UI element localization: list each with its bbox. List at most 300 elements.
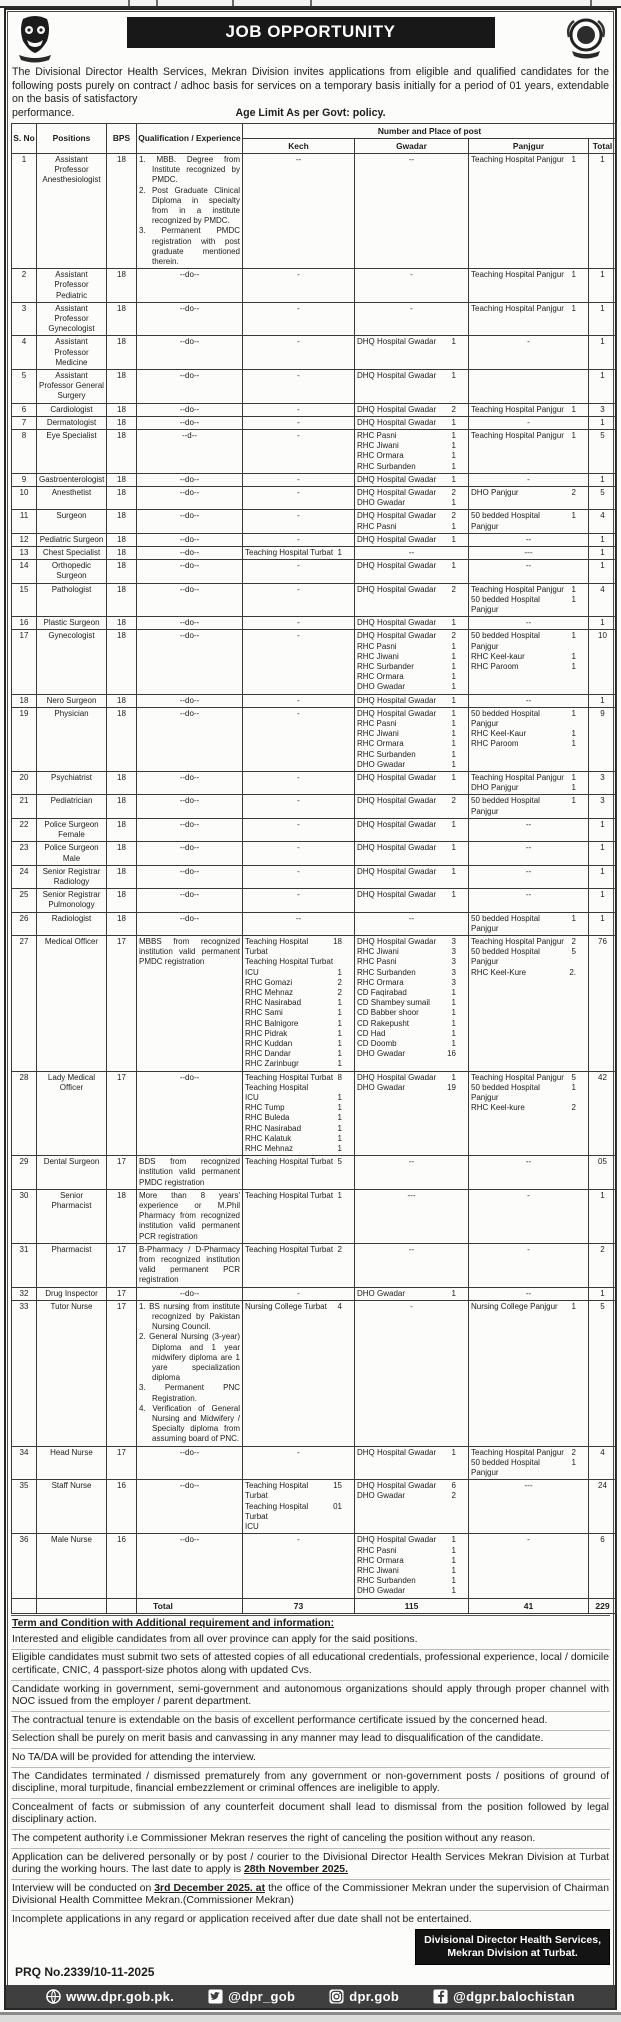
cell-kech: - xyxy=(243,630,355,694)
cell-bps: 18 xyxy=(107,302,137,336)
cell-kech: - xyxy=(243,269,355,303)
cell-kech: - xyxy=(243,583,355,617)
cell-bps: 18 xyxy=(107,416,137,429)
cell-kech: - xyxy=(243,772,355,795)
cell-panjgur: DHO Panjgur 2 xyxy=(469,487,589,510)
table-row xyxy=(12,416,617,429)
table-row xyxy=(12,707,617,771)
cell-panjgur: Teaching Hospital Panjgur 1 xyxy=(469,269,589,303)
cell-kech: - xyxy=(243,336,355,370)
cell-position: Anesthetist xyxy=(37,487,107,510)
twitter-link[interactable] xyxy=(208,1989,295,2004)
cell-gwadar: DHQ Hospital Gwadar 1 xyxy=(355,889,469,912)
cell-total: 1 xyxy=(589,818,617,841)
cell-bps: 17 xyxy=(107,1071,137,1156)
government-emblem-logo xyxy=(564,15,608,63)
cell-gwadar: DHQ Hospital Gwadar 6 DHO Gwadar 2 xyxy=(355,1480,469,1534)
cell-position: Gastroenterologist xyxy=(37,473,107,486)
cell-serial: 8 xyxy=(12,429,37,473)
cell-bps: 18 xyxy=(107,795,137,818)
table-row xyxy=(12,630,617,694)
cell-serial: 14 xyxy=(12,560,37,583)
table-row xyxy=(12,1243,617,1287)
cell-total: 5 xyxy=(589,429,617,473)
cell-serial: 31 xyxy=(12,1243,37,1287)
cell-qualification: --do-- xyxy=(137,269,243,303)
cell-gwadar: DHQ Hospital Gwadar 2 xyxy=(355,583,469,617)
cell-kech: - xyxy=(243,369,355,403)
cell-position: Head Nurse xyxy=(37,1446,107,1480)
intro-performance: performance. xyxy=(12,106,75,119)
job-opportunity-title: JOB OPPORTUNITY xyxy=(127,17,495,48)
cell-total: 1 xyxy=(589,416,617,429)
table-row xyxy=(12,795,617,818)
cell-kech: - xyxy=(243,694,355,707)
cell-total: 1 xyxy=(589,889,617,912)
cell-gwadar: DHQ Hospital Gwadar 1 xyxy=(355,1446,469,1480)
cell-position: Radiologist xyxy=(37,912,107,935)
cell-panjgur: - xyxy=(469,1189,589,1243)
cell-kech: - xyxy=(243,889,355,912)
cell-kech: - xyxy=(243,403,355,416)
cell-bps: 18 xyxy=(107,694,137,707)
cell-total: 4 xyxy=(589,510,617,533)
table-row xyxy=(12,369,617,403)
cell-position: Dental Surgeon xyxy=(37,1156,107,1190)
cell-gwadar: DHQ Hospital Gwadar 1 xyxy=(355,865,469,888)
cell-qualification: --do-- xyxy=(137,473,243,486)
cell-total: 24 xyxy=(589,1480,617,1534)
terms-item: Application can be delivered personally or by post / courier to the Divisional Director Health Services Mekran Division at Turbat during the working hours. The last date to apply is 28th November 2025. xyxy=(11,1848,610,1879)
cell-qualification: --do-- xyxy=(137,1534,243,1598)
cell-kech: - xyxy=(243,487,355,510)
cell-kech: - xyxy=(243,473,355,486)
cell-panjgur: -- xyxy=(469,1156,589,1190)
cell-panjgur: Teaching Hospital Panjgur 1 DHO Panjgur 1 xyxy=(469,772,589,795)
cell-position: Drug Inspector xyxy=(37,1287,107,1300)
cell-qualification: More than 8 years' experience or M.Phil Pharmacy from recognized institution valid permanent PCR registration xyxy=(137,1189,243,1243)
cell-serial: 15 xyxy=(12,583,37,617)
cell-total: 1 xyxy=(589,1189,617,1243)
cell-position: Assistant Professor General Surgery xyxy=(37,369,107,403)
cell-panjgur: - xyxy=(469,416,589,429)
table-total-row: Total 73 115 41 229 xyxy=(12,1598,617,1613)
cell-qualification: 1. MBB. Degree from Institute recognized by PMDC. 2. Post Graduate Clinical Diploma in specialty from in a institute recognized by PMDC. 3. Permanent PMDC registration with post graduate mentioned therein. xyxy=(137,153,243,268)
cell-panjgur: - xyxy=(469,1243,589,1287)
cell-position: Pharmacist xyxy=(37,1243,107,1287)
cell-kech: - xyxy=(243,842,355,865)
cell-kech: Teaching Hospital Turbat 2 xyxy=(243,1243,355,1287)
cell-total: 5 xyxy=(589,1300,617,1446)
cell-gwadar: -- xyxy=(355,1156,469,1190)
cell-panjgur: Teaching Hospital Panjgur 1 xyxy=(469,153,589,268)
cell-kech: Teaching Hospital Turbat 15 Teaching Hospital Turbat 01 ICU xyxy=(243,1480,355,1534)
cell-kech: Teaching Hospital Turbat 8 Teaching Hospital ICU 1 RHC Tump 1 RHC Buleda 1 RHC Nasirabad 1 RHC Kalatuk 1 RHC Mehnaz 1 xyxy=(243,1071,355,1156)
table-row xyxy=(12,912,617,935)
cell-kech: - xyxy=(243,1446,355,1480)
cell-serial: 24 xyxy=(12,865,37,888)
cell-kech: Teaching Hospital Turbat 5 xyxy=(243,1156,355,1190)
cell-bps: 18 xyxy=(107,403,137,416)
cell-panjgur: -- xyxy=(469,842,589,865)
facebook-label: @dgpr.balochistan xyxy=(453,1989,575,2004)
cell-total: 1 xyxy=(589,617,617,630)
cell-panjgur: --- xyxy=(469,1480,589,1534)
cell-serial: 17 xyxy=(12,630,37,694)
cell-total: 4 xyxy=(589,583,617,617)
cell-qualification: --do-- xyxy=(137,583,243,617)
cell-gwadar: DHQ Hospital Gwadar 1 xyxy=(355,617,469,630)
cell-serial: 27 xyxy=(12,935,37,1071)
cell-serial: 1 xyxy=(12,153,37,268)
terms-item: Selection shall be purely on merit basis and canvassing in any manner may lead to disqualification of the candidate. xyxy=(11,1730,610,1749)
cell-gwadar: DHQ Hospital Gwadar 1 xyxy=(355,772,469,795)
cell-kech: -- xyxy=(243,153,355,268)
cell-total: 1 xyxy=(589,153,617,268)
cell-panjgur: Teaching Hospital Panjgur 2 50 bedded Hospital Panjgur 1 xyxy=(469,1446,589,1480)
cell-gwadar: - xyxy=(355,302,469,336)
cell-total: 1 xyxy=(589,560,617,583)
cell-position: Pediatrician xyxy=(37,795,107,818)
cell-qualification: --do-- xyxy=(137,842,243,865)
cell-serial: 26 xyxy=(12,912,37,935)
cell-position: Male Nurse xyxy=(37,1534,107,1598)
cell-gwadar: DHQ Hospital Gwadar 2 xyxy=(355,795,469,818)
cell-kech: - xyxy=(243,1287,355,1300)
cell-position: Assistant Professor Medicine xyxy=(37,336,107,370)
cell-total: 1 xyxy=(589,302,617,336)
cell-position: Senior Registrar Radiology xyxy=(37,865,107,888)
terms-list xyxy=(11,1631,610,1929)
cell-kech: - xyxy=(243,1534,355,1598)
table-row xyxy=(12,487,617,510)
cell-gwadar: DHQ Hospital Gwadar 1 xyxy=(355,533,469,546)
cell-gwadar: DHQ Hospital Gwadar 1 xyxy=(355,369,469,403)
cell-serial: 2 xyxy=(12,269,37,303)
cell-bps: 16 xyxy=(107,1480,137,1534)
cell-gwadar: -- xyxy=(355,153,469,268)
cell-panjgur: Teaching Hospital Panjgur 5 50 bedded Hospital Panjgur 1 RHC Keel-kure 2 xyxy=(469,1071,589,1156)
cell-serial: 25 xyxy=(12,889,37,912)
table-header xyxy=(12,123,617,153)
cell-qualification: --do-- xyxy=(137,912,243,935)
cell-position: Police Surgeon Male xyxy=(37,842,107,865)
cell-position: Psychiatrist xyxy=(37,772,107,795)
cell-serial: 36 xyxy=(12,1534,37,1598)
table-row xyxy=(12,772,617,795)
table-row xyxy=(12,1189,617,1243)
cell-gwadar: DHQ Hospital Gwadar 2 RHC Pasni 1 RHC Jiwani 1 RHC Surbander 1 RHC Ormara 1 DHO Gwadar 1 xyxy=(355,630,469,694)
cell-serial: 4 xyxy=(12,336,37,370)
age-limit-note: Age Limit As per Govt: policy. xyxy=(235,106,386,119)
facebook-link[interactable] xyxy=(433,1989,575,2004)
table-row xyxy=(12,842,617,865)
cell-serial: 32 xyxy=(12,1287,37,1300)
cell-bps: 18 xyxy=(107,912,137,935)
cell-panjgur: 50 bedded Hospital Panjgur 1 RHC Keel-Kaur 1 RHC Paroom 1 xyxy=(469,707,589,771)
cell-qualification: --do-- xyxy=(137,302,243,336)
cell-panjgur: - xyxy=(469,1534,589,1598)
cell-total: 76 xyxy=(589,935,617,1071)
cell-panjgur: 50 bedded Hospital Panjgur 1 xyxy=(469,795,589,818)
cell-position: Gynecologist xyxy=(37,630,107,694)
health-department-crest-logo xyxy=(13,15,57,63)
cell-panjgur: -- xyxy=(469,694,589,707)
cell-serial: 35 xyxy=(12,1480,37,1534)
table-row xyxy=(12,1480,617,1534)
table-row xyxy=(12,1156,617,1190)
cell-kech: Teaching Hospital Turbat 1 xyxy=(243,547,355,560)
cell-panjgur: -- xyxy=(469,560,589,583)
cell-kech: - xyxy=(243,429,355,473)
cell-qualification: --do-- xyxy=(137,533,243,546)
cell-gwadar: - xyxy=(355,1300,469,1446)
cell-bps: 18 xyxy=(107,630,137,694)
cell-position: Chest Specialist xyxy=(37,547,107,560)
cell-panjgur: -- xyxy=(469,617,589,630)
cell-total: 1 xyxy=(589,473,617,486)
cell-position: Assistant Professor Anesthesiologist xyxy=(37,153,107,268)
advertisement-frame xyxy=(4,8,617,2010)
cell-position: Plastic Surgeon xyxy=(37,617,107,630)
cell-total: 1 xyxy=(589,1287,617,1300)
cell-qualification: --do-- xyxy=(137,510,243,533)
cell-gwadar: DHQ Hospital Gwadar 1 xyxy=(355,473,469,486)
cell-kech: - xyxy=(243,617,355,630)
col-header-sn: S. No xyxy=(12,123,37,153)
cell-bps: 18 xyxy=(107,707,137,771)
cell-position: Assistant Professor Gynecologist xyxy=(37,302,107,336)
page-top-remnant xyxy=(0,0,621,8)
signature-line2: Mekran Division at Turbat. xyxy=(447,1947,578,1959)
cell-panjgur: Nursing College Panjgur 1 xyxy=(469,1300,589,1446)
cell-qualification: --do-- xyxy=(137,1480,243,1534)
cell-gwadar: RHC Pasni 1 RHC Jiwani 1 RHC Ormara 1 RHC Surbanden 1 xyxy=(355,429,469,473)
cell-total: 1 xyxy=(589,694,617,707)
cell-total: 05 xyxy=(589,1156,617,1190)
cell-bps: 16 xyxy=(107,1534,137,1598)
cell-gwadar: DHQ Hospital Gwadar 1 xyxy=(355,560,469,583)
cell-gwadar: - xyxy=(355,269,469,303)
terms-item: No TA/DA will be provided for attending the interview. xyxy=(11,1748,610,1767)
cell-serial: 16 xyxy=(12,617,37,630)
cell-serial: 20 xyxy=(12,772,37,795)
col-header-panjgur: Panjgur xyxy=(469,138,589,153)
website-link[interactable] xyxy=(46,1989,174,2004)
cell-qualification: --do-- xyxy=(137,818,243,841)
cell-gwadar: DHQ Hospital Gwadar 1 RHC Pasni 1 RHC Ormara 1 RHC Jiwani 1 RHC Surbanden 1 DHO Gwadar 1 xyxy=(355,1534,469,1598)
cell-kech: - xyxy=(243,560,355,583)
instagram-icon xyxy=(329,1989,344,2004)
cell-qualification: --do-- xyxy=(137,403,243,416)
cell-gwadar: DHQ Hospital Gwadar 2 xyxy=(355,403,469,416)
cell-total: 3 xyxy=(589,795,617,818)
twitter-icon xyxy=(208,1989,223,2004)
cell-qualification: --do-- xyxy=(137,369,243,403)
terms-item: Interested and eligible candidates from all over province can apply for the said positions. xyxy=(12,1633,418,1645)
cell-position: Physician xyxy=(37,707,107,771)
cell-position: Orthopedic Surgeon xyxy=(37,560,107,583)
cell-bps: 18 xyxy=(107,842,137,865)
table-row xyxy=(12,583,617,617)
cell-bps: 18 xyxy=(107,1189,137,1243)
cell-serial: 7 xyxy=(12,416,37,429)
cell-bps: 18 xyxy=(107,429,137,473)
cell-kech: - xyxy=(243,533,355,546)
table-row xyxy=(12,302,617,336)
cell-serial: 29 xyxy=(12,1156,37,1190)
cell-bps: 18 xyxy=(107,336,137,370)
cell-bps: 18 xyxy=(107,560,137,583)
cell-serial: 28 xyxy=(12,1071,37,1156)
cell-serial: 23 xyxy=(12,842,37,865)
cell-qualification: --do-- xyxy=(137,416,243,429)
cell-kech: - xyxy=(243,416,355,429)
cell-panjgur: 50 bedded Hospital Panjgur 1 xyxy=(469,510,589,533)
table-row xyxy=(12,429,617,473)
cell-position: Dermatologist xyxy=(37,416,107,429)
terms-item: Concealment of facts or submission of any counterfeit document shall lead to dismissal from the position followed by legal disciplinary action. xyxy=(11,1798,610,1829)
cell-total: 5 xyxy=(589,487,617,510)
cell-gwadar: DHQ Hospital Gwadar 3 RHC Jiwani 3 RHC Pasni 3 RHC Surbanden 3 RHC Ormara 3 CD Faqirabad 1 CD Shambey sumail 1 CD Babber shoor 1 CD Rakepusht 1 CD Had 1 CD Doomb 1 DHO Gwadar 16 xyxy=(355,935,469,1071)
cell-serial: 34 xyxy=(12,1446,37,1480)
cell-qualification: BDS from recognized institution valid permanent PMDC registration xyxy=(137,1156,243,1190)
cell-total: 4 xyxy=(589,1446,617,1480)
cell-panjgur: 50 bedded Hospital Panjgur 1 xyxy=(469,912,589,935)
table-row xyxy=(12,935,617,1071)
cell-bps: 18 xyxy=(107,865,137,888)
cell-position: Eye Specialist xyxy=(37,429,107,473)
terms-item: Candidate working in government, semi-government and autonomous organizations should apply through proper channel with NOC issued from the employer / parent department. xyxy=(11,1680,610,1711)
cell-serial: 5 xyxy=(12,369,37,403)
cell-serial: 19 xyxy=(12,707,37,771)
col-header-bps: BPS xyxy=(107,123,137,153)
cell-qualification: --do-- xyxy=(137,889,243,912)
cell-total: 2 xyxy=(589,1243,617,1287)
cell-total: 42 xyxy=(589,1071,617,1156)
cell-total: 10 xyxy=(589,630,617,694)
signature-box xyxy=(415,1929,610,1965)
social-bar xyxy=(6,1985,615,2008)
col-header-kech: Kech xyxy=(243,138,355,153)
page-bottom-strip xyxy=(0,2012,621,2022)
cell-kech: - xyxy=(243,707,355,771)
cell-kech: Nursing College Turbat 4 xyxy=(243,1300,355,1446)
cell-serial: 9 xyxy=(12,473,37,486)
cell-bps: 18 xyxy=(107,473,137,486)
cell-total: 1 xyxy=(589,369,617,403)
cell-qualification: 1. BS nursing from institute recognized by Pakistan Nursing Council. 2. General Nursing (3-year) Diploma and 1 year midwifery diploma are 1 yare specialization diploma 3. Permanent PNC Registration. 4. Verification of General Nursing and Midwifery / Specialty diploma from assuming board of PNC. xyxy=(137,1300,243,1446)
cell-total: 1 xyxy=(589,865,617,888)
col-header-positions: Positions xyxy=(37,123,107,153)
table-row xyxy=(12,533,617,546)
cell-qualification: --do-- xyxy=(137,772,243,795)
cell-kech: - xyxy=(243,302,355,336)
cell-qualification: --do-- xyxy=(137,560,243,583)
terms-heading: Term and Condition with Additional requirement and information: xyxy=(11,1615,610,1632)
cell-bps: 18 xyxy=(107,510,137,533)
cell-gwadar: DHQ Hospital Gwadar 1 DHO Gwadar 19 xyxy=(355,1071,469,1156)
cell-bps: 18 xyxy=(107,547,137,560)
cell-qualification: --do-- xyxy=(137,1446,243,1480)
cell-panjgur: - xyxy=(469,336,589,370)
cell-total: 3 xyxy=(589,772,617,795)
cell-bps: 17 xyxy=(107,1300,137,1446)
cell-qualification: --do-- xyxy=(137,1071,243,1156)
cell-qualification: MBBS from recognized institution valid permanent PMDC registration xyxy=(137,935,243,1071)
cell-gwadar: DHQ Hospital Gwadar 1 xyxy=(355,336,469,370)
table-row xyxy=(12,818,617,841)
cell-qualification: --do-- xyxy=(137,630,243,694)
cell-position: Surgeon xyxy=(37,510,107,533)
prq-number: PRQ No.2339/10-11-2025 xyxy=(15,1965,155,1979)
cell-bps: 18 xyxy=(107,269,137,303)
cell-position: Pathologist xyxy=(37,583,107,617)
cell-serial: 10 xyxy=(12,487,37,510)
table-row xyxy=(12,473,617,486)
ad-footer xyxy=(11,1931,610,1983)
cell-qualification: --do-- xyxy=(137,547,243,560)
cell-bps: 17 xyxy=(107,1287,137,1300)
cell-serial: 18 xyxy=(12,694,37,707)
cell-total: 1 xyxy=(589,533,617,546)
terms-section xyxy=(11,1615,610,1929)
cell-qualification: --do-- xyxy=(137,795,243,818)
table-body xyxy=(12,153,617,1613)
instagram-link[interactable] xyxy=(329,1989,399,2004)
cell-qualification: --do-- xyxy=(137,707,243,771)
col-header-number-place: Number and Place of post xyxy=(243,123,617,138)
cell-bps: 17 xyxy=(107,935,137,1071)
cell-panjgur: 50 bedded Hospital Panjgur 1 RHC Keel-kaur 1 RHC Paroom 1 xyxy=(469,630,589,694)
ad-header xyxy=(11,13,610,63)
cell-kech: Teaching Hospital Turbat 18 Teaching Hospital Turbat ICU 1 RHC Gomazi 2 RHC Mehnaz 2 RHC Nasirabad 1 RHC Sami 1 RHC Balnigore 1 RHC Pidrak 1 RHC Kuddan 1 RHC Dandar 1 RHC Zarinbugr 1 xyxy=(243,935,355,1071)
cell-bps: 18 xyxy=(107,369,137,403)
cell-position: Police Surgeon Female xyxy=(37,818,107,841)
cell-kech: - xyxy=(243,510,355,533)
cell-position: Medical Officer xyxy=(37,935,107,1071)
facebook-icon xyxy=(433,1989,448,2004)
table-row xyxy=(12,403,617,416)
cell-bps: 18 xyxy=(107,772,137,795)
cell-gwadar: DHQ Hospital Gwadar 1 xyxy=(355,694,469,707)
table-row xyxy=(12,617,617,630)
cell-kech: -- xyxy=(243,912,355,935)
cell-gwadar: --- xyxy=(355,1189,469,1243)
cell-gwadar: DHQ Hospital Gwadar 1 xyxy=(355,416,469,429)
table-row xyxy=(12,269,617,303)
table-row xyxy=(12,1534,617,1598)
cell-qualification: --do-- xyxy=(137,865,243,888)
cell-bps: 18 xyxy=(107,533,137,546)
cell-gwadar: -- xyxy=(355,912,469,935)
terms-item: Incomplete applications in any regard or application received after due date shall not be entertained. xyxy=(11,1910,610,1929)
table-row xyxy=(12,694,617,707)
cell-gwadar: DHQ Hospital Gwadar 2 RHC Pasni 1 xyxy=(355,510,469,533)
cell-bps: 17 xyxy=(107,1446,137,1480)
cell-panjgur: -- xyxy=(469,1287,589,1300)
signature-line1: Divisional Director Health Services, xyxy=(424,1934,601,1946)
cell-panjgur: --- xyxy=(469,547,589,560)
cell-qualification: B-Pharmacy / D-Pharmacy from recognized institution valid permanent PCR registration xyxy=(137,1243,243,1287)
instagram-label: dpr.gob xyxy=(349,1989,400,2004)
cell-serial: 11 xyxy=(12,510,37,533)
cell-position: Pediatric Surgeon xyxy=(37,533,107,546)
cell-gwadar: DHQ Hospital Gwadar 2 DHO Gwadar 1 xyxy=(355,487,469,510)
cell-serial: 33 xyxy=(12,1300,37,1446)
cell-total: 1 xyxy=(589,912,617,935)
cell-position: Cardiologist xyxy=(37,403,107,416)
